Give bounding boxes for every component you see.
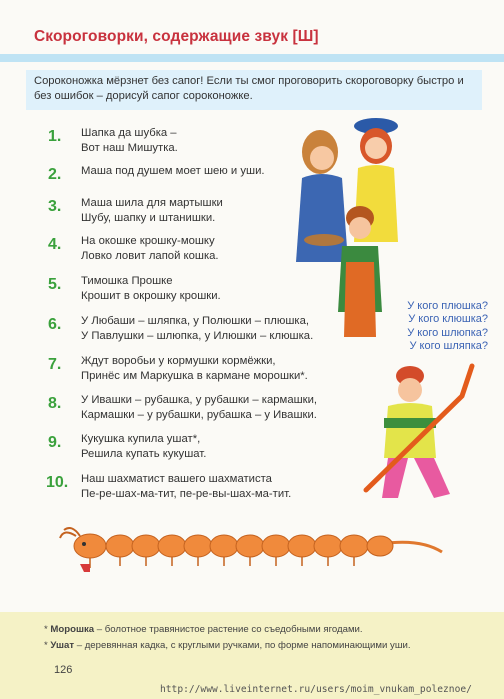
question: У кого шляпка? bbox=[409, 340, 488, 353]
item-number: 4. bbox=[48, 236, 62, 253]
children-illustration bbox=[290, 112, 400, 347]
body-segment bbox=[184, 535, 212, 557]
leg-shape bbox=[414, 458, 450, 498]
face-shape bbox=[398, 378, 422, 402]
body-segment bbox=[236, 535, 264, 557]
item-number: 6. bbox=[48, 316, 62, 333]
eye-shape bbox=[82, 542, 86, 546]
face-shape bbox=[349, 217, 371, 239]
intro-text: Сороконожка мёрзнет без сапог! Если ты смог проговорить скороговорку быстро и без ошибок – дорисуй сапог сороконожке. bbox=[34, 75, 464, 102]
item-number: 1. bbox=[48, 128, 62, 145]
item-line: Ждут воробьи у кормушки кормёжки, bbox=[81, 355, 276, 367]
footnote-text: – болотное травянистое растение со съедобными ягодами. bbox=[94, 624, 363, 635]
item-line: Пе-ре-шах-ма-тит, пе-ре-вы-шах-ма-тит. bbox=[81, 488, 292, 500]
face-shape bbox=[365, 137, 387, 159]
item-line: У Любаши – шляпка, у Полюшки – плюшка, bbox=[81, 315, 310, 327]
item-line: Кармашки – у рубашки, рубашка – у Ивашки. bbox=[81, 409, 317, 421]
intro-box bbox=[26, 70, 482, 110]
item-line: Ловко ловит лапой кошка. bbox=[81, 250, 219, 262]
body-segment bbox=[314, 535, 342, 557]
body-segment bbox=[340, 535, 368, 557]
item-line: Крошит в окрошку крошки. bbox=[81, 290, 221, 302]
face-shape bbox=[310, 146, 334, 170]
item-number: 2. bbox=[48, 166, 62, 183]
item-number: 7. bbox=[48, 356, 62, 373]
item-line: Решила купать кукушат. bbox=[81, 448, 207, 460]
item-line: Вот наш Мишутка. bbox=[81, 142, 178, 154]
item-line: У Ивашки – рубашка, у рубашки – кармашки, bbox=[81, 394, 318, 406]
boot-shape bbox=[80, 564, 90, 572]
hockey-boy-illustration bbox=[358, 362, 478, 502]
footnote-term: Ушат bbox=[50, 640, 75, 651]
item-line: Тимошка Прошке bbox=[81, 275, 173, 287]
item-line: Принёс им Маркушка в кармане морошки*. bbox=[81, 370, 308, 382]
body-segment bbox=[132, 535, 160, 557]
body-segment bbox=[106, 535, 134, 557]
page-title: Скороговорки, содержащие звук [Ш] bbox=[34, 28, 319, 45]
overalls-shape bbox=[344, 262, 376, 337]
body-segment bbox=[210, 535, 238, 557]
item-line: У Павлушки – шлюпка, у Илюшки – клюшка. bbox=[81, 330, 314, 342]
item-line: Шубу, шапку и штанишки. bbox=[81, 212, 216, 224]
item-line: Шапка да шубка – bbox=[81, 127, 177, 139]
basket-shape bbox=[304, 234, 344, 246]
question-list bbox=[407, 300, 488, 354]
body-segment bbox=[367, 536, 393, 556]
body-segment bbox=[158, 535, 186, 557]
item-line: Маша под душем моет шею и уши. bbox=[81, 165, 265, 177]
title-rule bbox=[0, 54, 504, 62]
item-number: 5. bbox=[48, 276, 62, 293]
footnote-text: – деревянная кадка, с круглыми ручками, по форме напоминающими уши. bbox=[74, 640, 411, 651]
footnote: * Морошка – болотное травянистое растение со съедобными ягодами. bbox=[44, 624, 363, 635]
page-number: 126 bbox=[54, 664, 73, 676]
item-line: Маша шила для мартышки bbox=[81, 197, 223, 209]
footnote: * Ушат – деревянная кадка, с круглыми ручками, по форме напоминающими уши. bbox=[44, 640, 411, 651]
watermark-url: http://www.liveinternet.ru/users/moim_vnukam_poleznoe/ bbox=[160, 684, 472, 695]
body-segment bbox=[288, 535, 316, 557]
item-number: 9. bbox=[48, 434, 62, 451]
question: У кого клюшка? bbox=[408, 313, 488, 326]
item-number: 3. bbox=[48, 198, 62, 215]
question: У кого плюшка? bbox=[407, 300, 488, 312]
centipede-illustration bbox=[50, 524, 450, 584]
item-number: 8. bbox=[48, 395, 62, 412]
dress-shape bbox=[296, 174, 348, 262]
body-segment bbox=[262, 535, 290, 557]
item-number: 10. bbox=[46, 474, 69, 491]
item-line: Кукушка купила ушат*, bbox=[81, 433, 201, 445]
item-line: На окошке крошку-мошку bbox=[81, 235, 215, 247]
item-line: Наш шахматист вашего шахматиста bbox=[81, 473, 272, 485]
head-shape bbox=[74, 534, 106, 558]
antenna-shape bbox=[60, 532, 76, 538]
question: У кого шлюпка? bbox=[407, 326, 488, 339]
footnote-term: Морошка bbox=[50, 624, 95, 635]
